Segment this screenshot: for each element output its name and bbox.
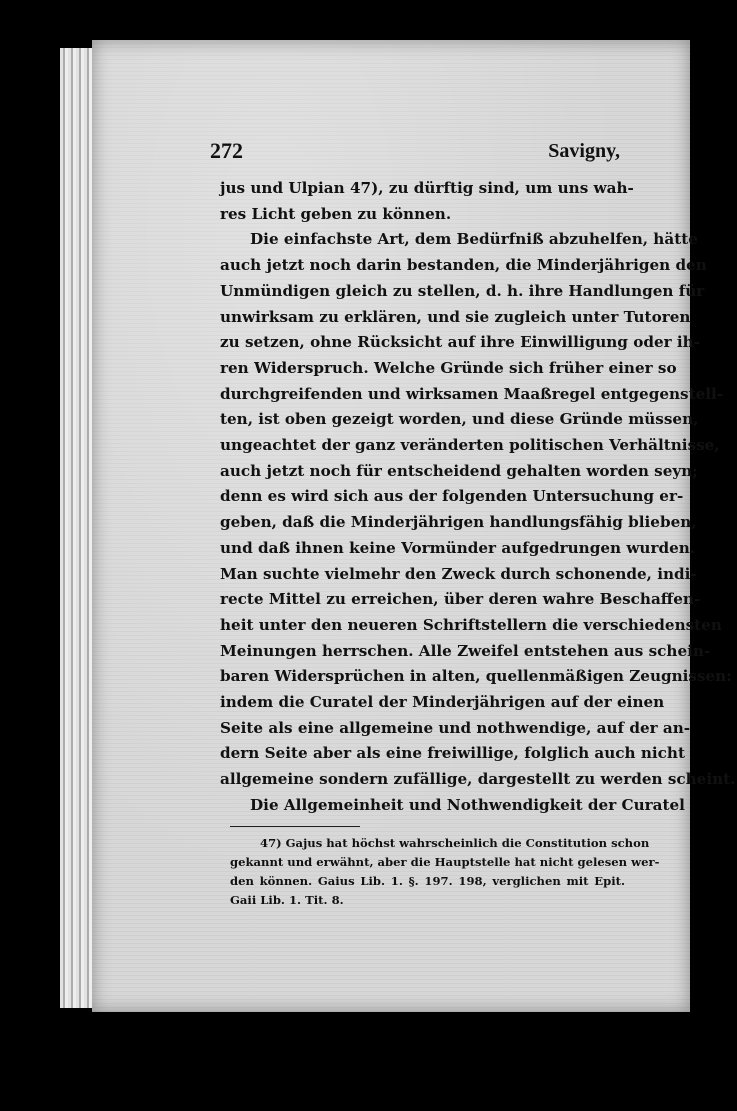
text-line: heit unter den neueren Schriftstellern die verschiedensten [220, 615, 722, 634]
page-number: 272 [210, 138, 243, 163]
text-line: ten, ist oben gezeigt worden, und diese Gründe müssen, [220, 410, 699, 429]
text-line: und daß ihnen keine Vormünder aufgedrungen wurden. [220, 538, 696, 557]
text-line: Meinungen herrschen. Alle Zweifel entstehen aus schein- [220, 641, 711, 660]
footnote [230, 834, 660, 910]
text-line: durchgreifenden und wirksamen Maaßregel entgegenstell- [220, 384, 724, 403]
text-line: jus und Ulpian 47), zu dürftig sind, um uns wah- [220, 179, 634, 197]
text-line: Unmündigen gleich zu stellen, d. h. ihre Handlungen für [220, 281, 705, 300]
footnote-line: den können. Gaius Lib. 1. §. 197. 198, verglichen mit Epit. [230, 874, 625, 888]
text-line: unwirksam zu erklären, und sie zugleich unter Tutoren [220, 307, 691, 326]
text-line: dern Seite aber als eine freiwillige, folglich auch nicht [220, 744, 685, 763]
text-line: zu setzen, ohne Rücksicht auf ihre Einwilligung oder ih- [220, 333, 701, 352]
page-header [210, 138, 620, 168]
footnote-line: gekannt und erwähnt, aber die Hauptstelle hat nicht gelesen wer- [230, 855, 660, 869]
text-line: ungeachtet der ganz veränderten politischen Verhältnisse, [220, 436, 720, 455]
footnote-rule [230, 826, 360, 827]
text-line: auch jetzt noch darin bestanden, die Minderjährigen den [220, 256, 707, 275]
text-line: indem die Curatel der Minderjährigen auf der einen [220, 693, 665, 712]
text-line: allgemeine sondern zufällige, dargestellt zu werden scheint. [220, 770, 736, 789]
text-line: auch jetzt noch für entscheidend gehalten worden seyn; [220, 461, 698, 480]
text-line: ren Widerspruch. Welche Gründe sich früher einer so [220, 358, 677, 377]
text-line: Die Allgemeinheit und Nothwendigkeit der Curatel [250, 795, 685, 814]
text-line: baren Widersprüchen in alten, quellenmäßigen Zeugnissen: [220, 667, 732, 686]
footnote-line: 47) Gajus hat höchst wahrscheinlich die Constitution schon [260, 836, 650, 850]
text-line: Seite als eine allgemeine und nothwendige, auf der an- [220, 718, 691, 737]
text-line: recte Mittel zu erreichen, über deren wahre Beschaffen- [220, 590, 701, 609]
running-head: Savigny, [548, 140, 620, 162]
text-line: res Licht geben zu können. [220, 204, 452, 223]
main-text [220, 176, 736, 819]
footnote-line: Gaii Lib. 1. Tit. 8. [230, 893, 344, 907]
text-line: Man suchte vielmehr den Zweck durch schonende, indi- [220, 564, 697, 583]
text-line: Die einfachste Art, dem Bedürfniß abzuhelfen, hätte [250, 230, 698, 249]
text-line: denn es wird sich aus der folgenden Untersuchung er- [220, 487, 684, 506]
text-line: geben, daß die Minderjährigen handlungsfähig blieben, [220, 513, 697, 532]
